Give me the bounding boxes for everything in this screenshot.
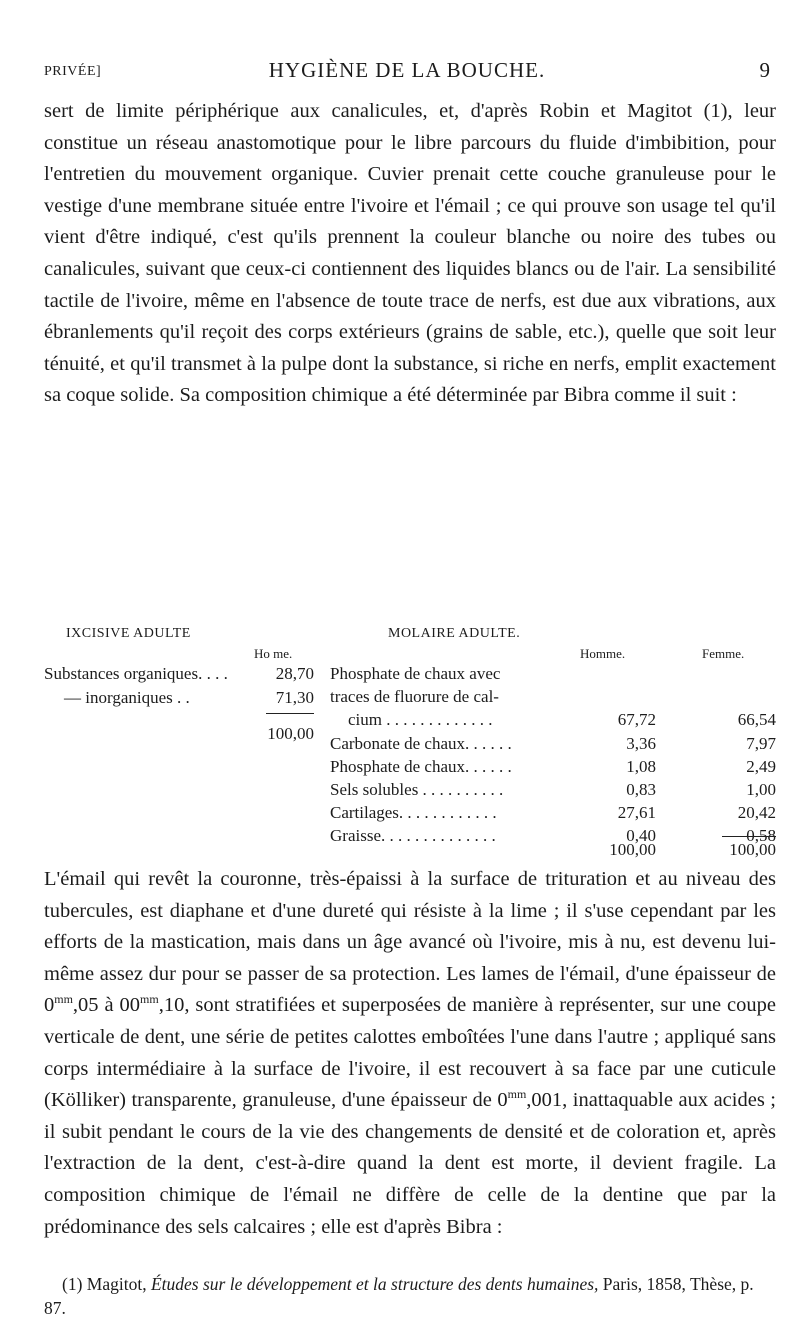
row-label: Graisse. . . . . . . . . . . . . .	[330, 826, 496, 845]
row-label: Substances organiques. . . .	[44, 664, 228, 683]
row-label: Cartilages. . . . . . . . . . . .	[330, 803, 497, 822]
paragraph-1: sert de limite périphérique aux canalicules, et, d'après Robin et Magitot (1), leur constitue un réseau anastomotique pour le libre parcours du fluide d'imbibition, pour l'entretien du mouvement organique. Cuvier prenait cette couche granuleuse pour le vestige d'une membrane située entre l'ivoire et l'émail ; ce qui prouve son usage tel qu'il vient d'être indiqué, c'est qu'ils prennent la couleur blanche ou noire des tubes ou canalicules, suivant que ceux-ci contiennent des liquides blancs ou de l'air. La sensibilité tactile de l'ivoire, même en l'absence de toute trace de nerfs, est due aux vibrations, aux ébranlements qu'il reçoit des corps extérieurs (grains de sable, etc.), quelle que soit leur ténuité, et qu'il transmet à la pulpe dont la substance, si riche en nerfs, emplit exactement sa coque solide. Sa composition chimique a été déterminée par Bibra comme il suit :	[44, 100, 776, 407]
row-label: Sels solubles . . . . . . . . . .	[330, 780, 504, 799]
row-label: Carbonate de chaux. . . . . .	[330, 734, 512, 753]
table-molaire	[330, 622, 776, 864]
footnote-author: Magitot,	[86, 1274, 147, 1294]
paragraph-2-text: ,001, inattaquable aux acides ; il subit pendant le cours de la vie des changements de densité et de coloration et, après l'extraction de la dent, c'est-à-dire quand la dent est morte, il devient fragile. La composition chimique de l'émail ne diffère de celle de la dentine que par la prédominance des sels calcaires ; elle est d'après Bibra :	[44, 1089, 776, 1238]
row-label: Phosphate de chaux avec	[330, 664, 501, 683]
table-row	[330, 662, 776, 732]
table-row	[330, 801, 776, 824]
table-row	[330, 732, 776, 755]
footnote-marker: (1)	[62, 1274, 83, 1294]
row-value: 71,30	[275, 688, 314, 707]
row-value: 28,70	[275, 664, 314, 683]
table-row	[44, 662, 314, 685]
row-label: — inorganiques . .	[64, 688, 190, 707]
table-molaire-title: MOLAIRE ADULTE.	[388, 626, 521, 641]
value-femme: 1,00	[746, 780, 776, 799]
value-femme: 20,42	[737, 803, 776, 822]
column-header-homme: Homme.	[580, 646, 626, 661]
table-incisive-column-header: Ho me.	[254, 646, 293, 661]
value-femme: 2,49	[746, 757, 776, 776]
page-number: 9	[759, 58, 770, 82]
row-label: traces de fluorure de cal-	[330, 687, 499, 706]
sum-rule	[266, 713, 314, 714]
value-femme: 66,54	[737, 710, 776, 729]
table-row	[330, 755, 776, 778]
value-homme: 1,08	[626, 757, 656, 776]
row-label: cium . . . . . . . . . . . . .	[348, 710, 493, 729]
paragraph-2-text: L'émail qui revêt la couronne, très-épaissi à la surface de trituration et au niveau des tubercules, est diaphane et d'une dureté qui résiste à la lime ; il s'use cependant par les efforts de la mastication, mais dans un âge avancé où l'ivoire, mis à nu, est devenu lui-même assez dur pour se passer de sa protection. Les lames de l'émail, d'une épaisseur de 0	[44, 868, 776, 1017]
value-homme: 3,36	[626, 734, 656, 753]
value-homme: 67,72	[617, 710, 656, 729]
value-homme: 0,83	[626, 780, 656, 799]
table-incisive	[44, 622, 314, 772]
header-title: HYGIÈNE DE LA BOUCHE.	[268, 58, 546, 82]
paragraph-2-text: ,10, sont stratifiées et superposées de manière à représenter, sur une coupe verticale de dent, une série de petites calottes emboîtées l'une dans l'autre ; appliqué sans corps intermédiaire à la surface de l'ivoire, il est recouvert à sa face par une cuticule (Kölliker) transparente, granuleuse, d'une épaisseur de 0	[44, 994, 776, 1112]
paragraph-2-text: ,05 à 00	[72, 994, 141, 1017]
footnote-publication: Paris, 1858, Thèse, p. 87.	[44, 1274, 754, 1318]
sum-rule-femme	[722, 836, 776, 837]
paragraph-2	[44, 864, 776, 1243]
total-femme: 100,00	[729, 840, 776, 859]
unit-superscript: mm	[507, 1087, 527, 1102]
unit-superscript: mm	[54, 992, 73, 1007]
value-femme: 0,58	[746, 826, 776, 845]
table-row	[64, 686, 314, 709]
value-femme: 7,97	[746, 734, 776, 753]
row-label: Phosphate de chaux. . . . . .	[330, 757, 512, 776]
total-homme: 100,00	[609, 840, 656, 859]
table-molaire-totals	[330, 838, 776, 864]
running-header	[44, 58, 770, 88]
value-homme: 0,40	[626, 826, 656, 845]
header-left: PRIVÉE]	[44, 64, 102, 79]
footnote	[44, 1272, 776, 1320]
column-header-femme: Femme.	[702, 646, 745, 661]
table-incisive-title: IXCISIVE ADULTE	[66, 626, 191, 641]
table-row	[330, 778, 776, 801]
footnote-title: Études sur le développement et la structure des dents humaines,	[150, 1274, 599, 1294]
value-homme: 27,61	[617, 803, 656, 822]
unit-superscript: mm	[140, 992, 159, 1007]
table-incisive-total: 100,00	[267, 724, 314, 743]
